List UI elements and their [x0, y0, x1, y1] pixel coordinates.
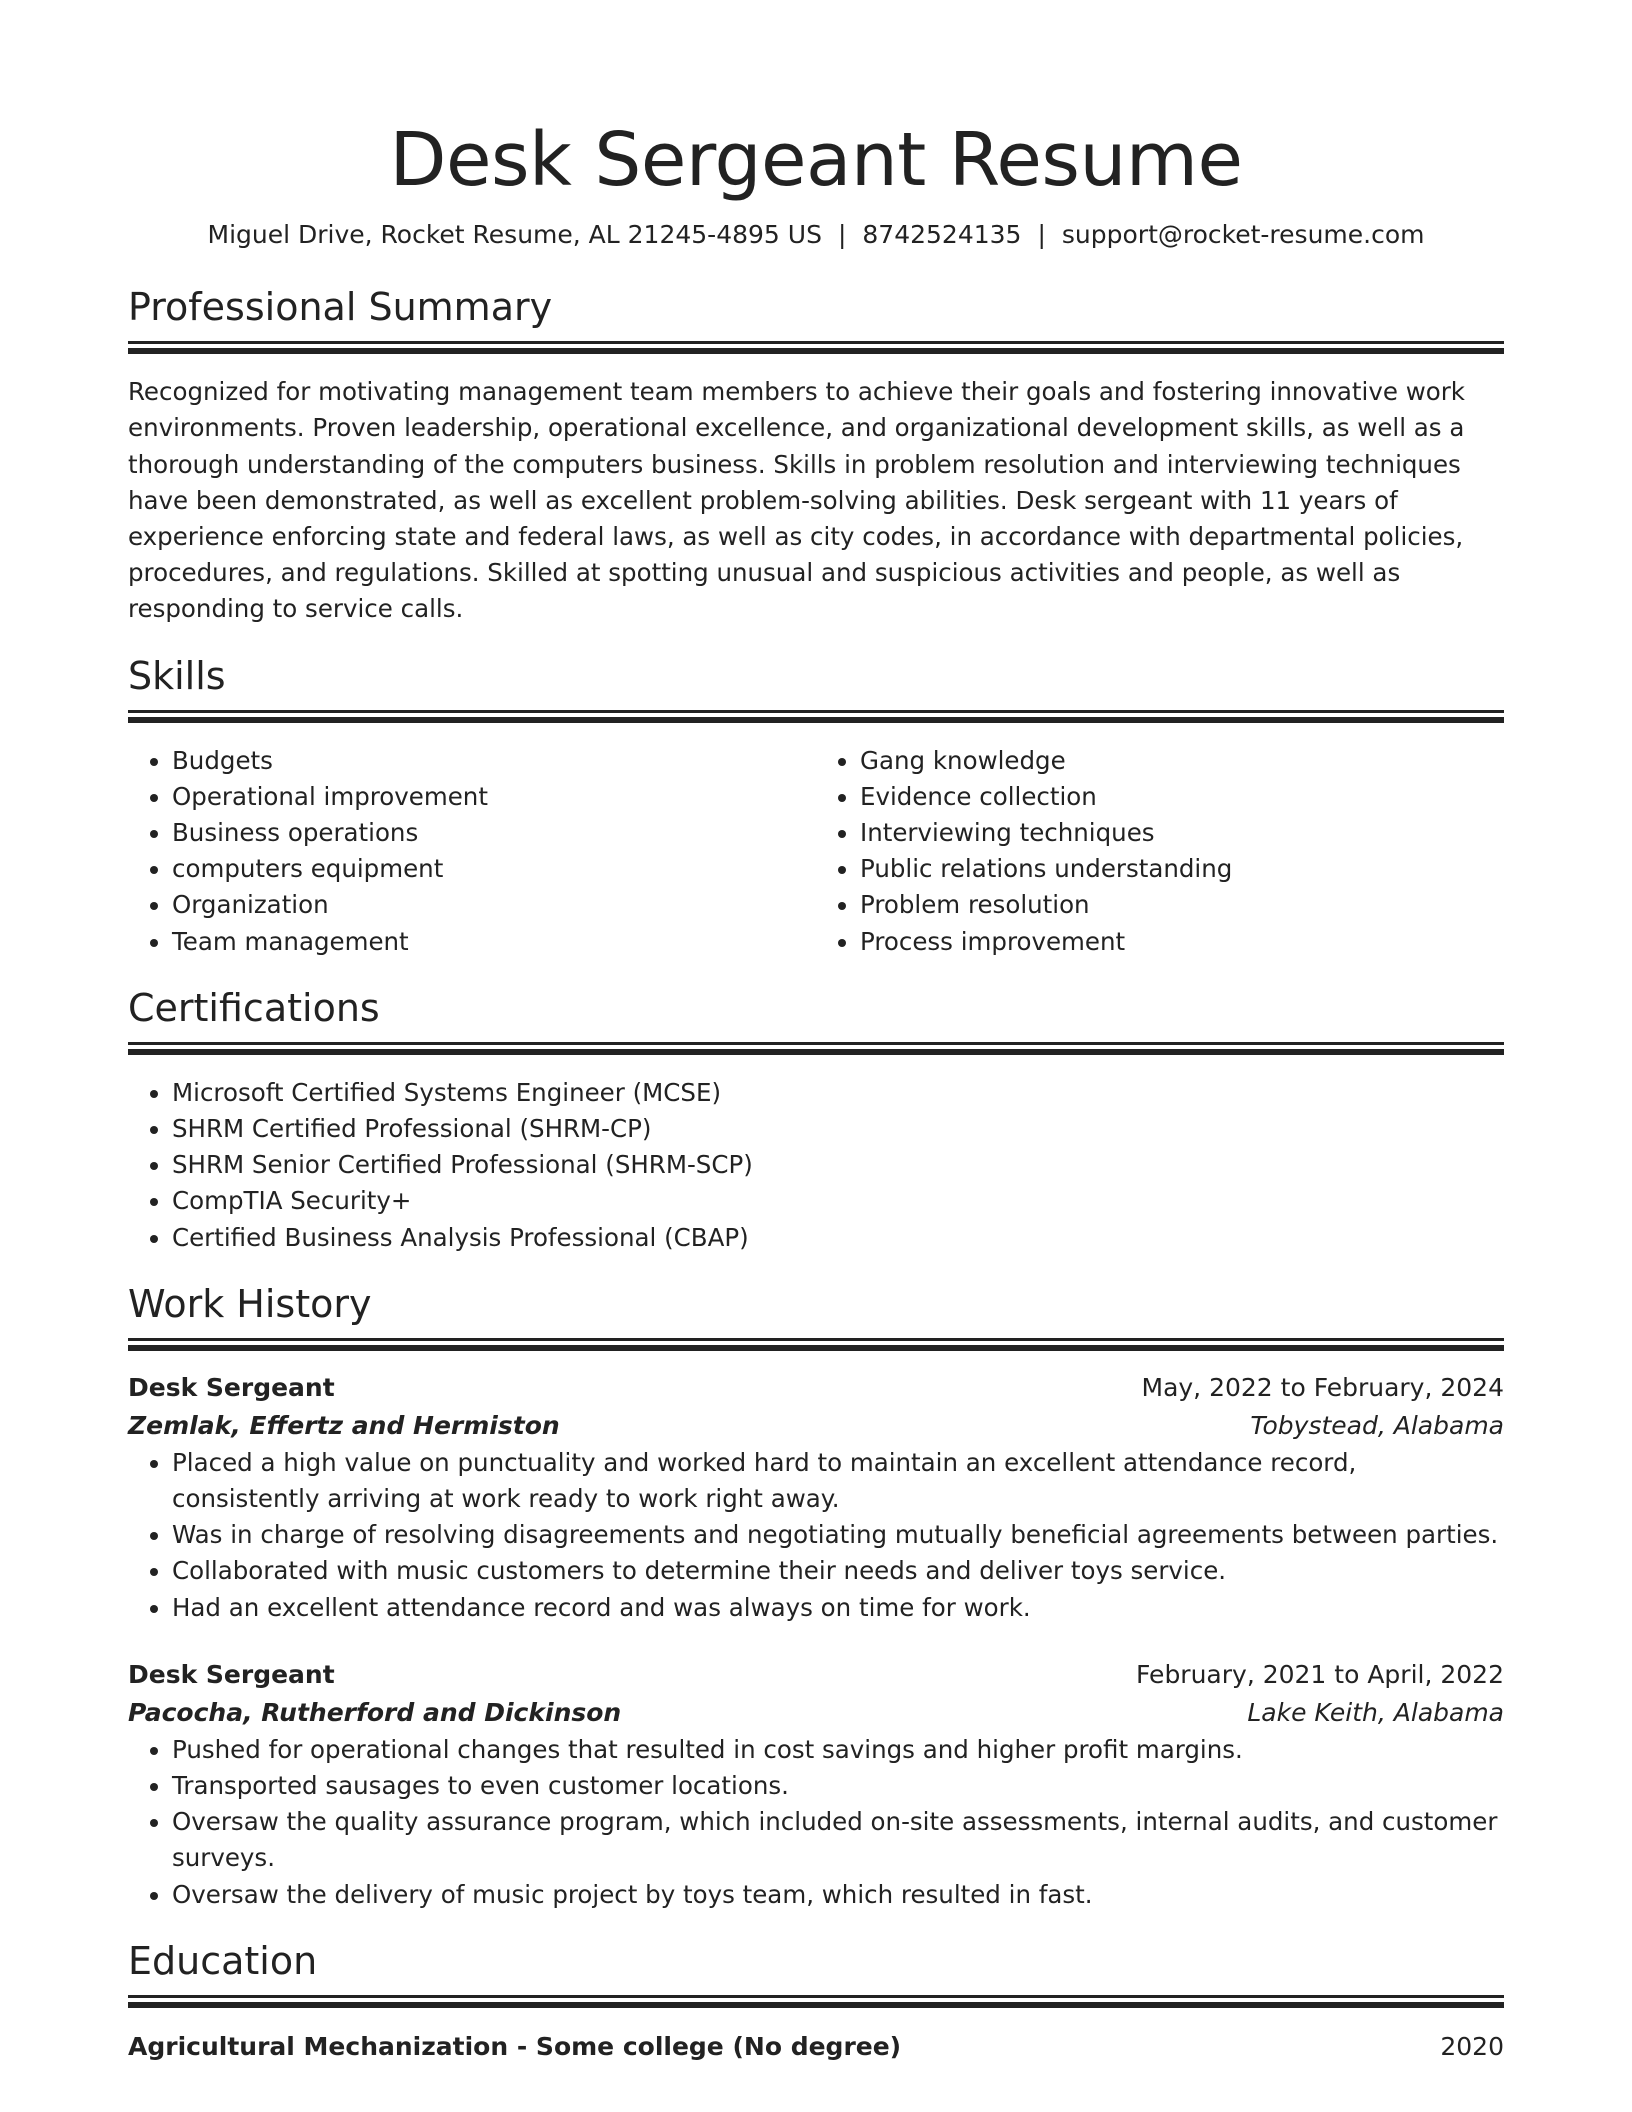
skills-section: [128, 652, 1504, 960]
skill-item: • Budgets: [172, 743, 816, 779]
job-header: [128, 1656, 1504, 1694]
education-degree: Agricultural Mechanization - Some college (No degree): [128, 2031, 902, 2061]
job-bullet: • Pushed for operational changes that resulted in cost savings and higher profit margins.: [172, 1732, 1504, 1768]
contact-email: support@rocket-resume.com: [1061, 220, 1425, 250]
job-bullet: • Oversaw the delivery of music project by toys team, which resulted in fast.: [172, 1877, 1504, 1913]
certifications-section: [128, 984, 1504, 1256]
job-bullet: • Placed a high value on punctuality and worked hard to maintain an excellent attendance record, consistently arriving at work ready to work right away.: [172, 1445, 1504, 1517]
job-bullet: • Collaborated with music customers to determine their needs and deliver toys service.: [172, 1553, 1504, 1589]
job-bullet: • Had an excellent attendance record and was always on time for work.: [172, 1590, 1504, 1626]
section-divider: [128, 710, 1504, 713]
job-subheader: [128, 1694, 1504, 1732]
education-section: [128, 1937, 1504, 2066]
job-bullets: [128, 1732, 1504, 1913]
certification-item: • SHRM Senior Certified Professional (SHRM-SCP): [172, 1147, 1504, 1183]
section-divider: [128, 341, 1504, 344]
job-bullet: • Transported sausages to even customer locations.: [172, 1768, 1504, 1804]
resume-title: Desk Sergeant Resume: [389, 117, 1243, 203]
job-entry: [128, 1369, 1504, 1626]
summary-section: [128, 283, 1504, 627]
job-company: Pacocha, Rutherford and Dickinson: [128, 1697, 622, 1727]
certification-item: • SHRM Certified Professional (SHRM-CP): [172, 1111, 1504, 1147]
skill-item: • Problem resolution: [860, 887, 1504, 923]
job-bullets: [128, 1445, 1504, 1626]
skill-item: • Process improvement: [860, 924, 1504, 960]
skill-item: • Organization: [172, 887, 816, 923]
job-entry: [128, 1656, 1504, 1913]
job-title: Desk Sergeant: [128, 1659, 335, 1689]
contact-line: [128, 217, 1504, 253]
job-title: Desk Sergeant: [128, 1372, 335, 1402]
contact-phone: 8742524135: [862, 220, 1022, 250]
section-heading-skills: Skills: [128, 653, 226, 698]
section-heading-work-history: Work History: [128, 1281, 372, 1326]
job-dates: May, 2022 to February, 2024: [1141, 1372, 1504, 1402]
section-heading-certifications: Certifications: [128, 985, 380, 1030]
job-header: [128, 1369, 1504, 1407]
education-year: 2020: [1440, 2031, 1504, 2061]
skill-item: • Interviewing techniques: [860, 815, 1504, 851]
job-bullet: • Was in charge of resolving disagreements and negotiating mutually beneficial agreements between parties.: [172, 1517, 1504, 1553]
job-location: Tobystead, Alabama: [1250, 1410, 1504, 1440]
contact-separator: |: [837, 220, 847, 250]
summary-text: Recognized for motivating management team members to achieve their goals and fostering innovative work environments. Proven leadership, operational excellence, and organizational development skills, as well as a thorough understanding of the computers business. Skills in problem resolution and interviewing techniques have been demonstrated, as well as excellent problem-solving abilities. Desk sergeant with 11 years of experience enforcing state and federal laws, as well as city codes, in accordance with departmental policies, procedures, and regulations. Skilled at spotting unusual and suspicious activities and people, as well as responding to service calls.: [128, 377, 1465, 624]
job-company: Zemlak, Effertz and Hermiston: [128, 1410, 560, 1440]
skill-item: • Operational improvement: [172, 779, 816, 815]
education-entry: [128, 2028, 1504, 2066]
skill-item: • Evidence collection: [860, 779, 1504, 815]
work-history-section: [128, 1280, 1504, 1913]
section-divider: [128, 1338, 1504, 1341]
skill-item: • Business operations: [172, 815, 816, 851]
section-divider: [128, 1042, 1504, 1045]
skill-item: • Team management: [172, 924, 816, 960]
certification-item: • Certified Business Analysis Professional (CBAP): [172, 1220, 1504, 1256]
section-heading-summary: Professional Summary: [128, 285, 553, 330]
job-location: Lake Keith, Alabama: [1247, 1697, 1504, 1727]
section-heading-education: Education: [128, 1938, 318, 1983]
skills-list-left: [128, 743, 816, 960]
skill-item: • computers equipment: [172, 851, 816, 887]
skill-item: • Gang knowledge: [860, 743, 1504, 779]
certification-item: • CompTIA Security+: [172, 1183, 1504, 1219]
contact-separator: |: [1037, 220, 1046, 250]
job-bullet: • Oversaw the quality assurance program, which included on-site assessments, internal audits, and customer surveys.: [172, 1804, 1504, 1876]
skills-grid: [128, 743, 1504, 960]
skill-item: • Public relations understanding: [860, 851, 1504, 887]
skills-list-right: [816, 743, 1504, 960]
certification-item: • Microsoft Certified Systems Engineer (MCSE): [172, 1075, 1504, 1111]
certifications-list: [128, 1075, 1504, 1256]
contact-address: Miguel Drive, Rocket Resume, AL 21245-4895 US: [207, 220, 822, 250]
job-dates: February, 2021 to April, 2022: [1136, 1659, 1504, 1689]
job-subheader: [128, 1407, 1504, 1445]
section-divider: [128, 1995, 1504, 1998]
